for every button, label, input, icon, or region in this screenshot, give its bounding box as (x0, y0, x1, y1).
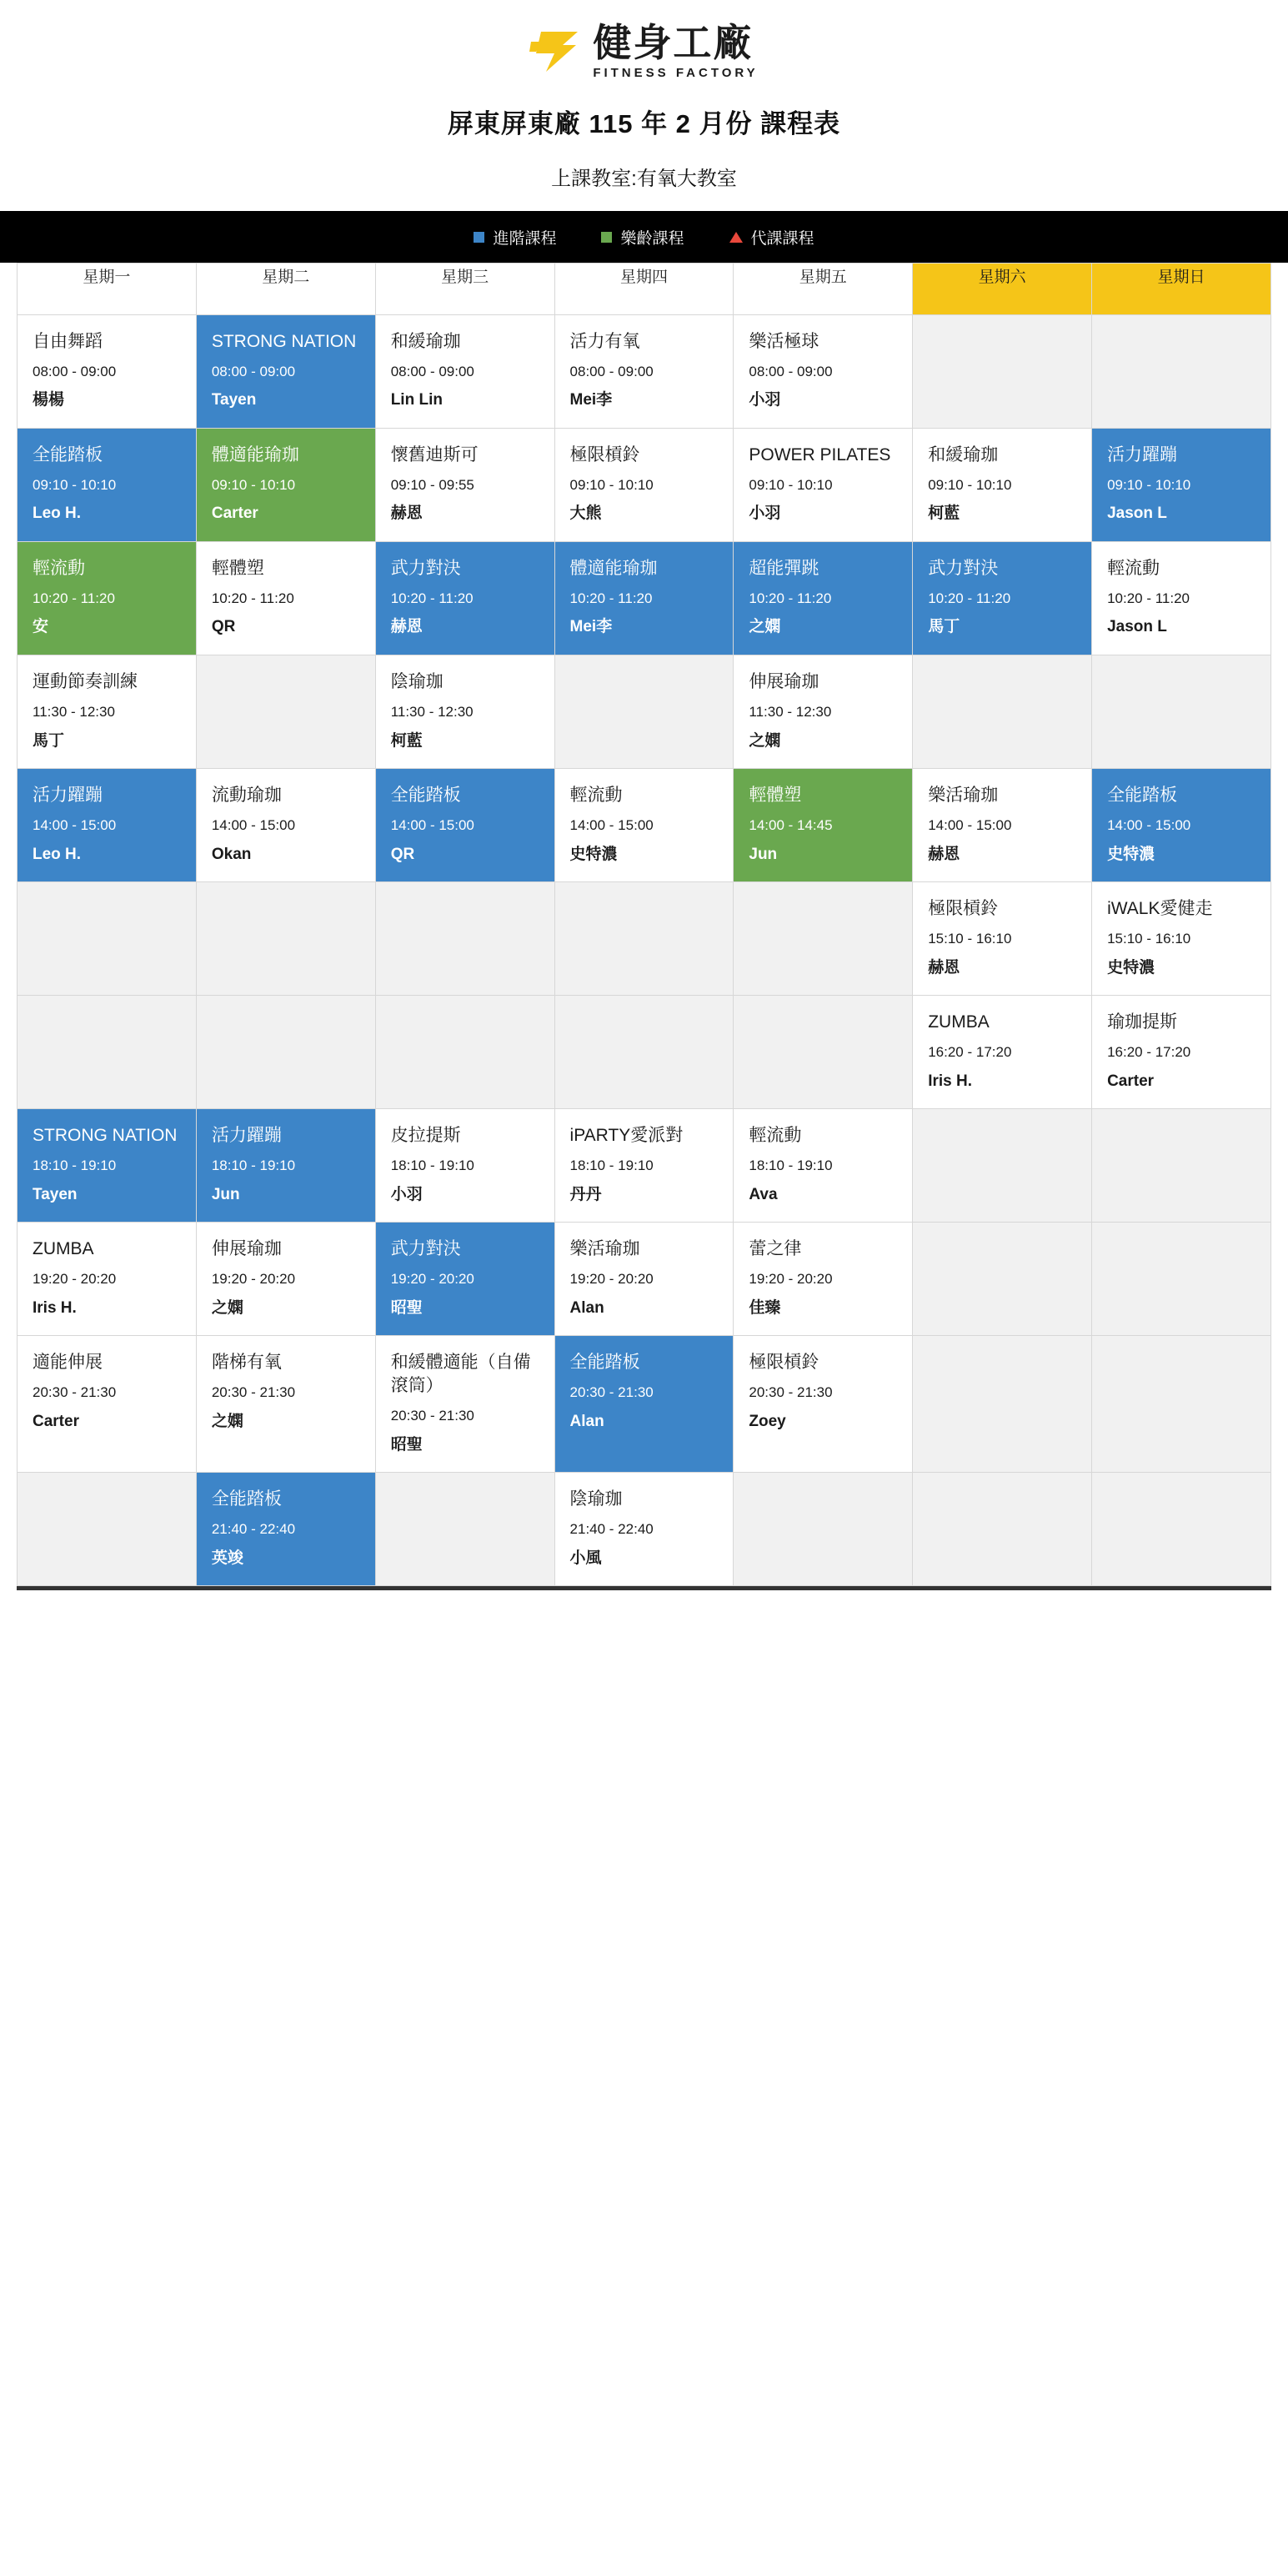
class-coach: Jun (211, 1185, 240, 1203)
brand-name-en: FITNESS FACTORY (593, 66, 759, 80)
class-time: 08:00 - 09:00 (569, 363, 654, 379)
legend-item-advanced (474, 226, 556, 249)
class-cell[interactable] (554, 315, 734, 429)
class-time: 10:20 - 11:20 (569, 590, 653, 606)
class-name: 陰瑜珈 (569, 1489, 623, 1509)
class-cell[interactable] (196, 542, 375, 655)
class-name: iWALK愛健走 (1107, 899, 1213, 919)
empty-slot (554, 996, 734, 1109)
class-cell[interactable] (196, 1336, 375, 1473)
class-coach: 之嫻 (749, 731, 781, 750)
class-time: 18:10 - 19:10 (569, 1157, 654, 1174)
class-time: 08:00 - 09:00 (211, 363, 296, 379)
class-coach: 英竣 (211, 1549, 243, 1567)
empty-slot (1092, 1336, 1271, 1473)
class-coach: Leo H. (33, 505, 82, 523)
class-time: 19:20 - 20:20 (33, 1271, 117, 1288)
empty-slot (734, 1473, 913, 1586)
class-cell[interactable] (734, 1336, 913, 1473)
class-name: 輕流動 (33, 559, 85, 579)
class-time: 09:10 - 10:10 (749, 476, 833, 493)
class-coach: Jason L (1107, 618, 1167, 636)
triangle-red-icon (729, 232, 743, 243)
class-coach: 馬丁 (928, 618, 960, 636)
class-time: 08:00 - 09:00 (33, 363, 117, 379)
class-name: 樂活極球 (749, 332, 819, 351)
class-coach: Tayen (211, 391, 257, 409)
class-coach: Mei李 (569, 391, 613, 409)
class-cell[interactable] (1092, 882, 1271, 996)
class-coach: Lin Lin (390, 391, 443, 409)
class-time: 09:10 - 10:10 (569, 476, 654, 493)
empty-slot (1092, 1109, 1271, 1223)
class-time: 09:10 - 10:10 (211, 476, 296, 493)
class-coach: 小羽 (390, 1185, 423, 1203)
class-coach: 赫恩 (928, 845, 960, 863)
class-time: 15:10 - 16:10 (1107, 930, 1191, 947)
class-time: 20:30 - 21:30 (211, 1384, 296, 1401)
class-time: 08:00 - 09:00 (390, 363, 474, 379)
class-name: 瑜珈提斯 (1107, 1012, 1178, 1032)
class-time: 14:00 - 15:00 (569, 816, 654, 833)
class-name: 超能彈跳 (749, 559, 819, 579)
class-name: 輕體塑 (749, 786, 802, 806)
class-coach: 安 (33, 618, 49, 636)
bottom-rule (17, 1586, 1271, 1590)
class-name: 體適能瑜珈 (569, 559, 658, 579)
class-time: 11:30 - 12:30 (33, 703, 115, 720)
square-blue-icon (474, 232, 484, 243)
class-time: 09:10 - 09:55 (390, 476, 474, 493)
class-name: 懷舊迪斯可 (390, 445, 479, 465)
class-name: 皮拉提斯 (390, 1126, 461, 1146)
legend-item-senior (601, 226, 684, 249)
empty-slot (554, 882, 734, 996)
class-name: 武力對決 (390, 1239, 461, 1259)
class-time: 09:10 - 10:10 (1107, 476, 1191, 493)
class-time: 10:20 - 11:20 (1107, 590, 1190, 606)
class-name: STRONG NATION (211, 332, 357, 351)
class-time: 16:20 - 17:20 (1107, 1044, 1191, 1060)
schedule-table (17, 263, 1271, 1586)
class-cell[interactable] (554, 1223, 734, 1336)
class-cell[interactable] (734, 655, 913, 769)
class-coach: 史特濃 (1107, 958, 1155, 977)
class-coach: 昭聖 (390, 1298, 423, 1317)
class-name: 武力對決 (390, 559, 461, 579)
class-name: STRONG NATION (33, 1126, 178, 1146)
class-name: 輕流動 (749, 1126, 802, 1146)
empty-slot (18, 1473, 197, 1586)
class-name: 和緩瑜珈 (390, 332, 461, 351)
class-coach: 小羽 (749, 391, 781, 409)
page-title: 屏東屏東廠 115 年 2 月份 課程表 (447, 109, 841, 138)
empty-slot (18, 882, 197, 996)
class-name: ZUMBA (33, 1239, 94, 1259)
class-coach: Iris H. (33, 1298, 77, 1317)
class-cell[interactable] (375, 1109, 554, 1223)
table-header-row (18, 264, 1271, 315)
class-time: 19:20 - 20:20 (569, 1271, 654, 1288)
class-name: 全能踏板 (1107, 786, 1178, 806)
class-name: 活力有氧 (569, 332, 640, 351)
legend-label: 進階課程 (493, 229, 557, 248)
class-name: 輕體塑 (211, 559, 264, 579)
class-coach: Okan (211, 845, 252, 863)
brand-name-cn: 健身工廠 (593, 21, 754, 64)
class-cell[interactable] (18, 1336, 197, 1473)
empty-slot (1092, 1223, 1271, 1336)
class-time: 11:30 - 12:30 (390, 703, 474, 720)
empty-slot (1092, 1473, 1271, 1586)
class-coach: Jun (749, 845, 778, 863)
class-time: 20:30 - 21:30 (33, 1384, 117, 1401)
class-name: 輕流動 (1107, 559, 1160, 579)
class-coach: 佳臻 (749, 1298, 781, 1317)
class-cell[interactable] (18, 655, 197, 769)
class-cell[interactable] (375, 315, 554, 429)
class-coach: QR (211, 618, 236, 636)
class-name: ZUMBA (928, 1012, 990, 1032)
class-coach: 昭聖 (390, 1435, 423, 1454)
empty-slot (554, 655, 734, 769)
table-row (18, 1473, 1271, 1586)
class-name: 活力躍蹦 (211, 1126, 282, 1146)
class-name: 樂活瑜珈 (569, 1239, 640, 1259)
class-coach: Leo H. (33, 845, 82, 863)
class-cell[interactable] (375, 1336, 554, 1473)
empty-slot (375, 1473, 554, 1586)
table-row (18, 1223, 1271, 1336)
lightning-bolt-icon (529, 30, 581, 73)
class-cell[interactable] (734, 1109, 913, 1223)
class-cell[interactable] (734, 1223, 913, 1336)
class-coach: 之嫻 (211, 1298, 243, 1317)
class-name: 體適能瑜珈 (211, 445, 299, 465)
class-cell[interactable] (734, 769, 913, 882)
class-time: 10:20 - 11:20 (749, 590, 832, 606)
class-time: 19:20 - 20:20 (390, 1271, 474, 1288)
class-cell[interactable] (375, 1223, 554, 1336)
empty-slot (196, 996, 375, 1109)
class-coach: 赫恩 (390, 618, 423, 636)
class-coach: 之嫻 (749, 618, 781, 636)
class-coach: Carter (33, 1412, 79, 1430)
class-cell[interactable] (734, 429, 913, 542)
class-coach: Jason L (1107, 505, 1167, 523)
class-coach: QR (390, 845, 415, 863)
class-cell[interactable] (375, 655, 554, 769)
class-cell[interactable] (734, 542, 913, 655)
empty-slot (18, 996, 197, 1109)
class-time: 18:10 - 19:10 (390, 1157, 474, 1174)
class-name: iPARTY愛派對 (569, 1126, 684, 1146)
class-time: 14:00 - 15:00 (1107, 816, 1191, 833)
table-row (18, 1336, 1271, 1473)
empty-slot (1092, 315, 1271, 429)
class-cell[interactable] (196, 315, 375, 429)
empty-slot (913, 1109, 1092, 1223)
class-time: 14:00 - 15:00 (928, 816, 1012, 833)
class-cell[interactable] (196, 1473, 375, 1586)
brand-header (0, 0, 1288, 88)
class-cell[interactable] (554, 1473, 734, 1586)
column-header-tuesday: 星期二 (196, 264, 375, 315)
class-cell[interactable] (18, 1109, 197, 1223)
class-cell[interactable] (196, 1109, 375, 1223)
empty-slot (734, 996, 913, 1109)
class-coach: 柯藍 (390, 731, 423, 750)
class-name: 極限槓鈴 (569, 445, 640, 465)
column-header-monday: 星期一 (18, 264, 197, 315)
class-cell[interactable] (554, 429, 734, 542)
column-header-thursday: 星期四 (554, 264, 734, 315)
table-row (18, 882, 1271, 996)
class-coach: 大熊 (569, 505, 602, 523)
class-cell[interactable] (196, 429, 375, 542)
empty-slot (913, 1473, 1092, 1586)
class-time: 15:10 - 16:10 (928, 930, 1012, 947)
class-time: 20:30 - 21:30 (569, 1384, 654, 1401)
class-cell[interactable] (18, 1223, 197, 1336)
class-coach: 史特濃 (569, 845, 618, 863)
empty-slot (913, 1223, 1092, 1336)
class-coach: Mei李 (569, 618, 613, 636)
class-coach: 楊楊 (33, 391, 65, 409)
class-time: 14:00 - 15:00 (33, 816, 117, 833)
class-time: 09:10 - 10:10 (928, 476, 1012, 493)
table-row (18, 769, 1271, 882)
class-coach: 史特濃 (1107, 845, 1155, 863)
class-coach: Alan (569, 1298, 604, 1317)
class-time: 18:10 - 19:10 (749, 1157, 833, 1174)
table-row (18, 315, 1271, 429)
legend-label: 代課課程 (750, 229, 814, 248)
class-time: 14:00 - 15:00 (390, 816, 474, 833)
class-cell[interactable] (554, 1109, 734, 1223)
empty-slot (375, 882, 554, 996)
class-time: 19:20 - 20:20 (749, 1271, 833, 1288)
class-coach: Tayen (33, 1185, 78, 1203)
class-name: 全能踏板 (569, 1353, 640, 1373)
class-name: 適能伸展 (33, 1353, 103, 1373)
class-coach: 丹丹 (569, 1185, 602, 1203)
class-cell[interactable] (913, 996, 1092, 1109)
class-cell[interactable] (18, 429, 197, 542)
table-row (18, 1109, 1271, 1223)
class-coach: Ava (749, 1185, 778, 1203)
class-cell[interactable] (18, 315, 197, 429)
class-cell[interactable] (1092, 429, 1271, 542)
legend-label: 樂齡課程 (620, 229, 684, 248)
class-time: 08:00 - 09:00 (749, 363, 833, 379)
class-time: 18:10 - 19:10 (33, 1157, 117, 1174)
empty-slot (196, 882, 375, 996)
class-cell[interactable] (734, 315, 913, 429)
class-name: 運動節奏訓練 (33, 672, 138, 692)
class-name: 自由舞蹈 (33, 332, 103, 351)
class-cell[interactable] (913, 542, 1092, 655)
class-time: 11:30 - 12:30 (749, 703, 832, 720)
square-green-icon (601, 232, 612, 243)
class-cell[interactable] (1092, 769, 1271, 882)
class-name: 和緩體適能（自備滾筒） (390, 1353, 531, 1396)
class-name: 武力對決 (928, 559, 999, 579)
column-header-saturday: 星期六 (913, 264, 1092, 315)
class-cell[interactable] (554, 1336, 734, 1473)
class-cell[interactable] (913, 769, 1092, 882)
class-name: 樂活瑜珈 (928, 786, 999, 806)
class-name: 伸展瑜珈 (211, 1239, 282, 1259)
column-header-sunday: 星期日 (1092, 264, 1271, 315)
class-coach: 赫恩 (928, 958, 960, 977)
class-name: 全能踏板 (211, 1489, 282, 1509)
class-cell[interactable] (913, 429, 1092, 542)
table-row (18, 429, 1271, 542)
table-row (18, 996, 1271, 1109)
class-cell[interactable] (554, 542, 734, 655)
class-coach: 小風 (569, 1549, 602, 1567)
empty-slot (913, 315, 1092, 429)
class-cell[interactable] (375, 542, 554, 655)
class-name: 蕾之律 (749, 1239, 802, 1259)
page-subtitle: 上課教室:有氧大教室 (551, 168, 737, 190)
empty-slot (196, 655, 375, 769)
class-coach: Iris H. (928, 1072, 973, 1090)
class-time: 14:00 - 14:45 (749, 816, 833, 833)
empty-slot (913, 1336, 1092, 1473)
class-time: 10:20 - 11:20 (211, 590, 294, 606)
class-time: 20:30 - 21:30 (749, 1384, 833, 1401)
class-coach: 柯藍 (928, 505, 960, 523)
class-coach: 小羽 (749, 505, 781, 523)
class-name: 流動瑜珈 (211, 786, 282, 806)
class-time: 20:30 - 21:30 (390, 1407, 474, 1424)
legend-item-substitute (729, 226, 814, 249)
empty-slot (734, 882, 913, 996)
class-time: 09:10 - 10:10 (33, 476, 117, 493)
class-name: 和緩瑜珈 (928, 445, 999, 465)
class-name: 活力躍蹦 (1107, 445, 1178, 465)
class-name: 輕流動 (569, 786, 623, 806)
class-time: 19:20 - 20:20 (211, 1271, 296, 1288)
legend-bar (0, 211, 1288, 263)
empty-slot (913, 655, 1092, 769)
class-cell[interactable] (375, 769, 554, 882)
class-coach: Zoey (749, 1412, 786, 1430)
empty-slot (1092, 655, 1271, 769)
class-name: 全能踏板 (33, 445, 103, 465)
class-name: 階梯有氧 (211, 1353, 282, 1373)
class-time: 18:10 - 19:10 (211, 1157, 296, 1174)
class-coach: 之嫻 (211, 1412, 243, 1430)
table-row (18, 542, 1271, 655)
class-time: 10:20 - 11:20 (33, 590, 115, 606)
class-name: 伸展瑜珈 (749, 672, 819, 692)
class-cell[interactable] (196, 769, 375, 882)
class-cell[interactable] (18, 769, 197, 882)
class-cell[interactable] (1092, 542, 1271, 655)
class-name: POWER PILATES (749, 445, 891, 465)
column-header-friday: 星期五 (734, 264, 913, 315)
class-cell[interactable] (913, 882, 1092, 996)
class-time: 16:20 - 17:20 (928, 1044, 1012, 1060)
class-coach: 赫恩 (390, 505, 423, 523)
class-time: 21:40 - 22:40 (211, 1520, 296, 1537)
class-coach: Alan (569, 1412, 604, 1430)
schedule-body (18, 315, 1271, 1586)
class-cell[interactable] (196, 1223, 375, 1336)
class-coach: Carter (211, 505, 258, 523)
class-coach: 馬丁 (33, 731, 65, 750)
table-row (18, 655, 1271, 769)
class-name: 活力躍蹦 (33, 786, 103, 806)
class-name: 全能踏板 (390, 786, 461, 806)
class-time: 21:40 - 22:40 (569, 1520, 654, 1537)
class-cell[interactable] (554, 769, 734, 882)
class-time: 14:00 - 15:00 (211, 816, 296, 833)
column-header-wednesday: 星期三 (375, 264, 554, 315)
class-cell[interactable] (18, 542, 197, 655)
class-time: 10:20 - 11:20 (390, 590, 474, 606)
class-coach: Carter (1107, 1072, 1155, 1090)
class-name: 極限槓鈴 (749, 1353, 819, 1373)
class-cell[interactable] (375, 429, 554, 542)
class-name: 極限槓鈴 (928, 899, 999, 919)
class-time: 10:20 - 11:20 (928, 590, 1011, 606)
class-name: 陰瑜珈 (390, 672, 444, 692)
empty-slot (375, 996, 554, 1109)
class-cell[interactable] (1092, 996, 1271, 1109)
